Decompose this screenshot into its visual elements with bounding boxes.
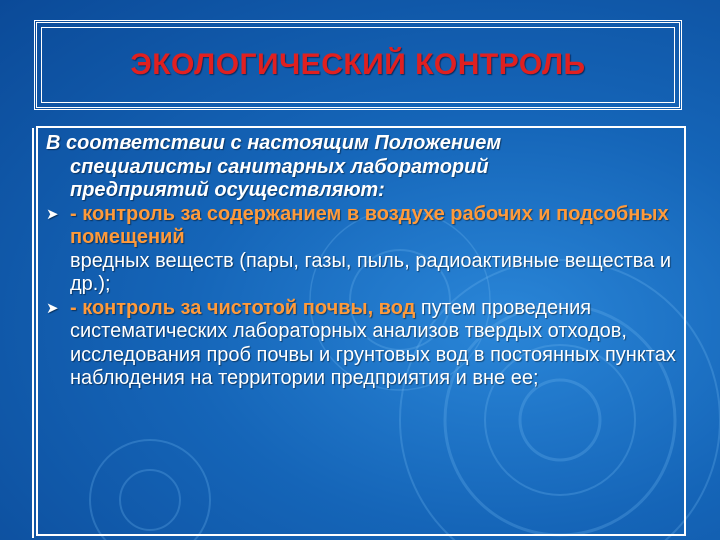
- content-frame: [36, 126, 686, 536]
- title-frame: [34, 20, 682, 110]
- intro-line-1: В соответствии с настоящим Положением: [46, 132, 502, 154]
- intro-paragraph: [46, 132, 682, 203]
- bullet-1-text: вредных веществ (пары, газы, пыль, радиоактивные вещества и др.);: [70, 249, 671, 295]
- intro-line-2: специалисты санитарных лабораторий: [70, 155, 489, 178]
- slide-title: ЭКОЛОГИЧЕСКИЙ КОНТРОЛЬ: [130, 48, 586, 81]
- bullet-2-text: путем проведения систематических лабораторных анализов твердых отходов, исследования проб почвы и грунтовых вод в постоянных пунктах наблюдения на территории предприятия и вне ее;: [70, 296, 676, 389]
- bullet-item-soil-water-control: [46, 297, 682, 391]
- body-text: [46, 132, 682, 391]
- arrowhead-bullet-icon: ➤: [46, 205, 59, 223]
- bullet-2-highlight: - контроль за чистотой почвы, вод: [70, 296, 416, 319]
- bullet-1-highlight: - контроль за содержанием в воздухе рабочих и подсобных помещений: [70, 202, 669, 248]
- arrowhead-bullet-icon: ➤: [46, 299, 59, 317]
- intro-line-3: предприятий осуществляют:: [70, 179, 385, 201]
- bullet-item-air-control: [46, 203, 682, 297]
